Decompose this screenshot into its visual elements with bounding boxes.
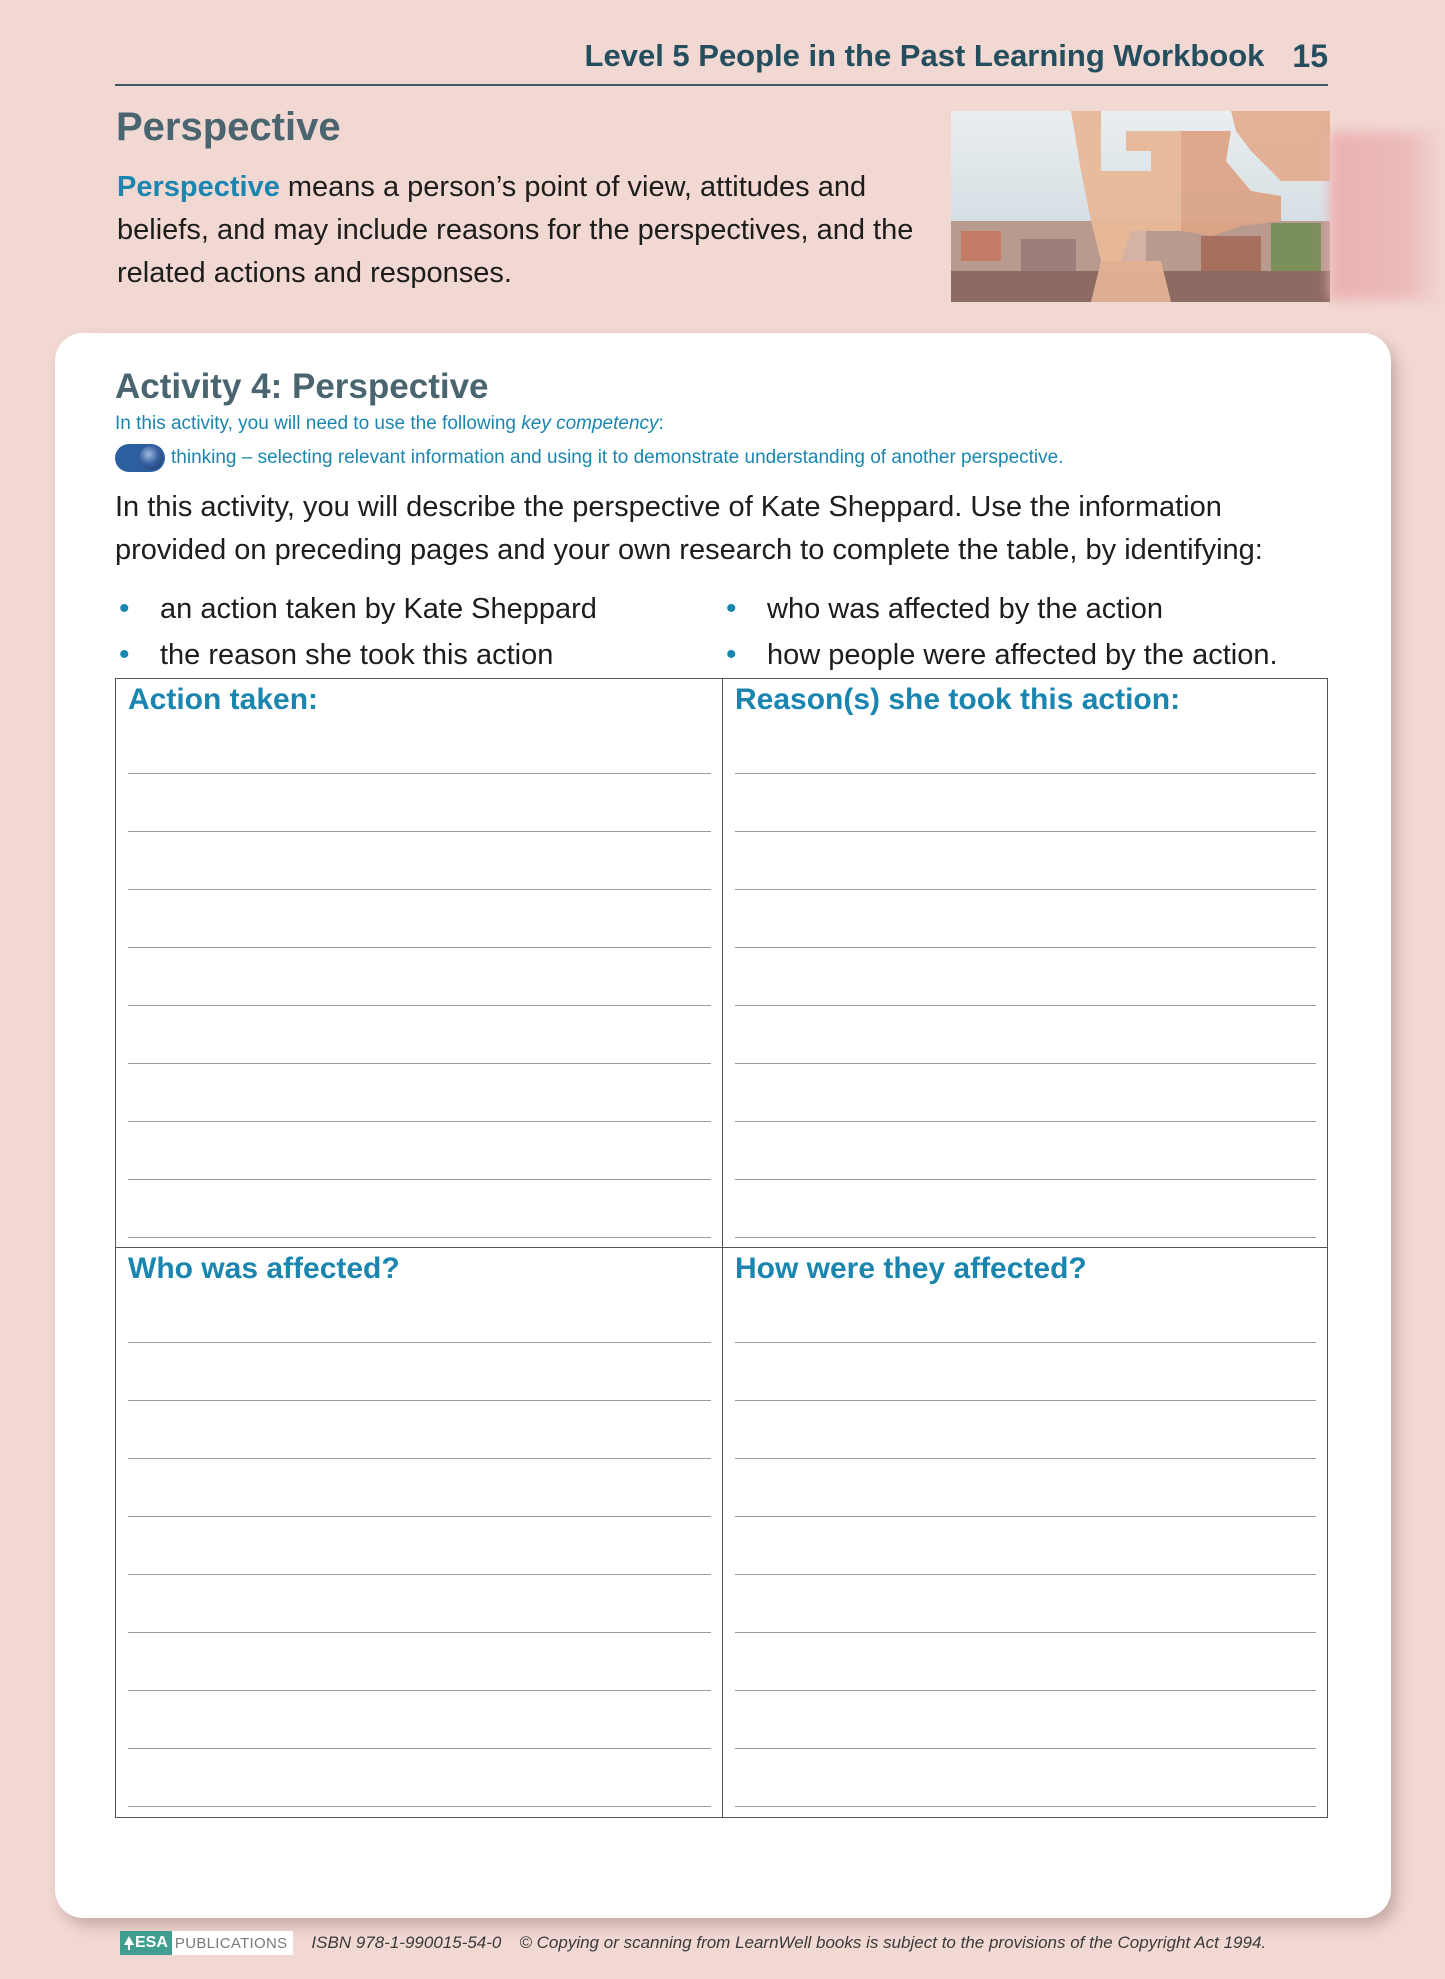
page-header — [115, 28, 1328, 86]
writing-line — [735, 1806, 1316, 1807]
writing-line — [735, 831, 1316, 832]
logo-text: PUBLICATIONS — [174, 1934, 288, 1952]
competency-emphasis: key competency — [521, 413, 659, 434]
workbook-title: Level 5 People in the Past Learning Workbook — [584, 38, 1265, 73]
cell-title: How were they affected? — [735, 1252, 1087, 1285]
esa-publications-logo — [120, 1931, 293, 1955]
writing-line — [128, 1806, 711, 1807]
writing-line — [735, 1632, 1316, 1633]
logo-mark: ESA — [135, 1934, 168, 1951]
competency-suffix: : — [658, 413, 664, 434]
writing-line — [128, 1632, 711, 1633]
writing-line — [128, 1179, 711, 1180]
cell-title: Action taken: — [128, 683, 319, 716]
thinking-toggle-icon — [115, 444, 165, 472]
writing-line — [735, 773, 1316, 774]
decorative-pink-band — [1330, 132, 1445, 300]
definition-body: means a person’s point of view, attitudes and beliefs, and may include reasons for the perspectives, and the related actions and responses. — [117, 171, 914, 289]
writing-line — [128, 1342, 711, 1343]
tree-icon — [123, 1935, 135, 1951]
list-item: • how people were affected by the action. — [722, 632, 1278, 678]
definition-term: Perspective — [117, 171, 280, 203]
writing-line — [128, 1574, 711, 1575]
how-affected-cell[interactable] — [722, 1248, 1327, 1817]
writing-line — [128, 947, 711, 948]
writing-line — [128, 889, 711, 890]
page-number: 15 — [1292, 37, 1328, 74]
writing-line — [128, 773, 711, 774]
writing-line — [735, 1342, 1316, 1343]
writing-line — [128, 1005, 711, 1006]
competency-thinking — [115, 443, 1064, 473]
writing-line — [128, 1748, 711, 1749]
bullet-list-right — [722, 586, 1278, 678]
writing-line — [128, 1516, 711, 1517]
competency-intro — [115, 413, 664, 435]
section-title: Perspective — [116, 105, 341, 149]
writing-line — [735, 1400, 1316, 1401]
writing-line — [735, 1516, 1316, 1517]
writing-line — [128, 1400, 711, 1401]
reasons-cell[interactable] — [722, 679, 1327, 1248]
list-item: • an action taken by Kate Sheppard — [115, 586, 597, 632]
cell-title: Who was affected? — [128, 1252, 400, 1285]
writing-line — [735, 1574, 1316, 1575]
writing-line — [735, 1179, 1316, 1180]
bullet-list-left — [115, 586, 597, 678]
writing-line — [128, 1121, 711, 1122]
action-taken-cell[interactable] — [116, 679, 722, 1248]
writing-line — [128, 831, 711, 832]
writing-line — [128, 1063, 711, 1064]
writing-line — [735, 1748, 1316, 1749]
thinking-text: thinking – selecting relevant information and using it to demonstrate understanding of another perspective. — [171, 447, 1064, 468]
writing-line — [735, 1063, 1316, 1064]
definition-text — [117, 166, 917, 295]
writing-line — [735, 1005, 1316, 1006]
competency-prefix: In this activity, you will need to use the following — [115, 413, 522, 434]
writing-line — [128, 1690, 711, 1691]
writing-line — [735, 889, 1316, 890]
writing-line — [735, 1458, 1316, 1459]
activity-title: Activity 4: Perspective — [115, 367, 489, 406]
who-affected-cell[interactable] — [116, 1248, 722, 1817]
writing-line — [735, 947, 1316, 948]
writing-line — [128, 1237, 711, 1238]
photo-illustration — [951, 111, 1330, 302]
list-item: • the reason she took this action — [115, 632, 597, 678]
cell-title: Reason(s) she took this action: — [735, 683, 1181, 716]
hands-frame-photo — [951, 111, 1330, 302]
copyright-notice: © Copying or scanning from LearnWell books is subject to the provisions of the Copyright Act 1994. — [519, 1933, 1267, 1952]
perspective-table — [115, 678, 1328, 1818]
writing-line — [128, 1458, 711, 1459]
writing-line — [735, 1121, 1316, 1122]
writing-line — [735, 1690, 1316, 1691]
activity-instructions: In this activity, you will describe the perspective of Kate Sheppard. Use the information provided on preceding pages and your own research to complete the table, by identifying: — [115, 491, 1263, 566]
page-footer — [120, 1930, 1266, 1956]
isbn: ISBN 978-1-990015-54-0 — [311, 1933, 502, 1952]
list-item: • who was affected by the action — [722, 586, 1278, 632]
writing-line — [735, 1237, 1316, 1238]
